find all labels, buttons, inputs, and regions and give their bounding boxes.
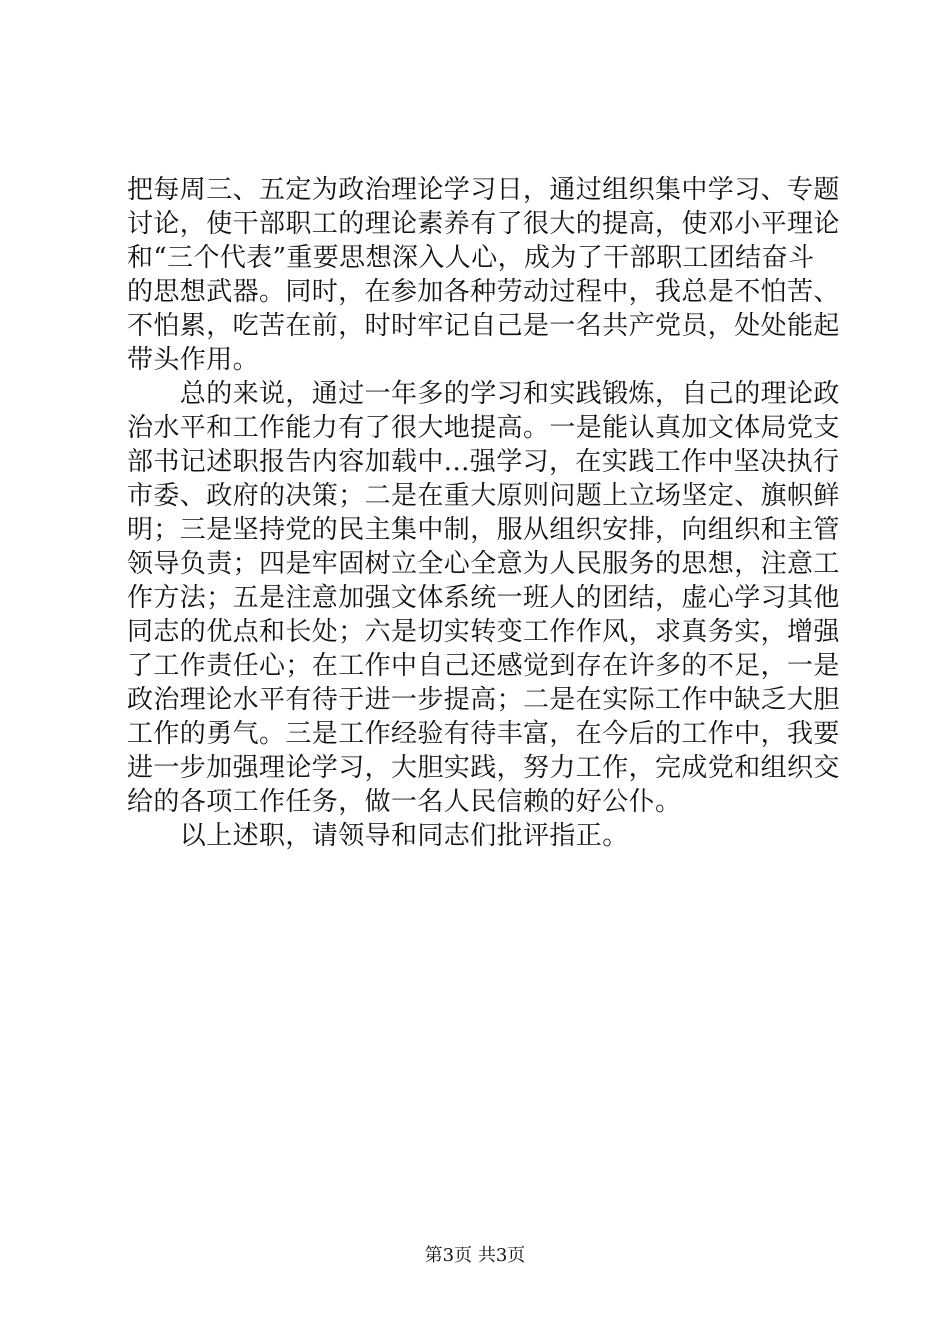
body-text-line: 总的来说，通过一年多的学习和实践锻炼，自己的理论政 [127,379,840,409]
body-text-line: 把每周三、五定为政治理论学习日，通过组织集中学习、专题 [127,175,840,205]
body-text-line: 的思想武器。同时，在参加各种劳动过程中，我总是不怕苦、 [127,277,840,307]
body-text-line: 以上述职，请领导和同志们批评指正。 [127,821,629,851]
body-text-line: 带头作用。 [127,345,260,375]
body-text-line: 同志的优点和长处；六是切实转变工作作风，求真务实，增强 [127,617,840,647]
body-text-line: 进一步加强理论学习，大胆实践，努力工作，完成党和组织交 [127,753,840,783]
body-text-line: 给的各项工作任务，做一名人民信赖的好公仆。 [127,787,682,817]
body-text-line: 市委、政府的决策；二是在重大原则问题上立场坚定、旗帜鲜 [127,481,840,511]
body-text-line: 部书记述职报告内容加载中...强学习，在实践工作中坚决执行 [127,447,840,477]
body-text-line: 作方法；五是注意加强文体系统一班人的团结，虚心学习其他 [127,583,840,613]
body-text-line: 了工作责任心；在工作中自己还感觉到存在许多的不足，一是 [127,651,840,681]
body-text-line: 领导负责；四是牢固树立全心全意为人民服务的思想，注意工 [127,549,840,579]
body-text-line: 和“三个代表”重要思想深入人心，成为了干部职工团结奋斗 [127,243,815,273]
page-footer: 第3页 共3页 [424,1245,526,1266]
body-text-line: 不怕累，吃苦在前，时时牢记自己是一名共产党员，处处能起 [127,311,840,341]
body-text-line: 讨论，使干部职工的理论素养有了很大的提高，使邓小平理论 [127,209,840,239]
body-text-line: 工作的勇气。三是工作经验有待丰富，在今后的工作中，我要 [127,719,840,749]
body-text-line: 政治理论水平有待于进一步提高；二是在实际工作中缺乏大胆 [127,685,840,715]
body-text-line: 治水平和工作能力有了很大地提高。一是能认真加文体局党支 [127,413,840,443]
body-text-line: 明；三是坚持党的民主集中制，服从组织安排，向组织和主管 [127,515,840,545]
